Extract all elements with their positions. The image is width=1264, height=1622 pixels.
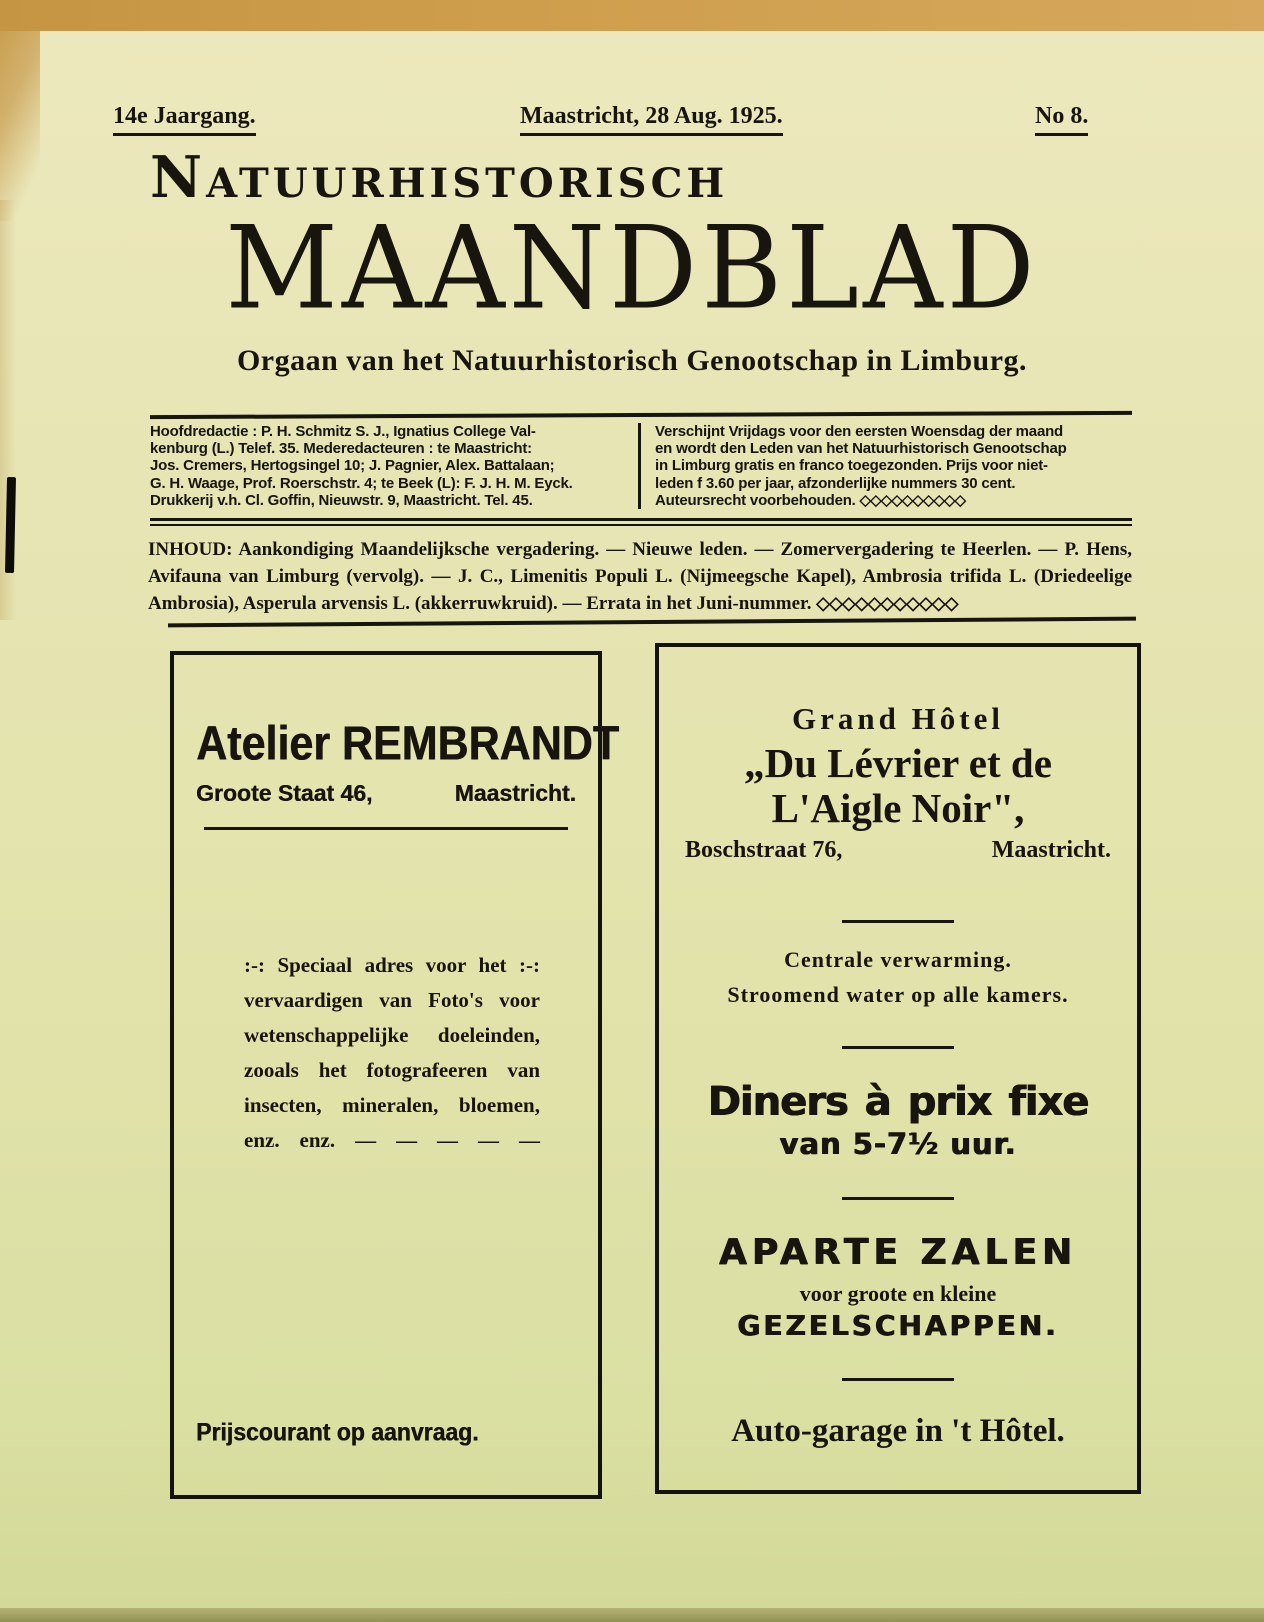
editorial-line: G. H. Waage, Prof. Roerschstr. 4; te Beek (L): F. J. H. M. Eyck. [150, 474, 573, 492]
editorial-line: Verschijnt Vrijdags voor den eersten Woensdag der maand [655, 423, 1064, 440]
hotel-address-city: Maastricht. [991, 837, 1111, 863]
copyright-note: Auteursrecht voorbehouden. [655, 491, 860, 509]
hotel-garage-note: Auto-garage in 't Hôtel. [731, 1413, 1065, 1449]
hotel-feature-heating: Centrale verwarming. [784, 947, 1012, 972]
hotel-feature-water: Stroomend water op alle kamers. [727, 982, 1069, 1007]
ad-divider-rule [842, 1378, 954, 1381]
ad-divider-rule [842, 920, 954, 923]
editorial-right-column [638, 423, 1132, 509]
ad-body-line: :-: Speciaal adres voor het :-: [244, 953, 540, 977]
editorial-line [655, 492, 1132, 509]
ad-address-row [174, 766, 598, 807]
inhoud-text: Aankondiging Maandelijksche vergadering. — Nieuwe leden. — Zomervergadering te Heerlen. — P. Hens, Avifauna van Limburg (vervolg). — J. C., Limenitis Populi L. (Nijmeegsche Kapel), Ambrosia trifida L. (Driedeelige Ambrosia), Asperula arvensis L. (akkerruwkruid). — Errata in het Juni-nummer. [148, 539, 1132, 614]
ad-body-line: zooals het fotografeeren van [244, 1058, 540, 1082]
ad-divider-rule [204, 827, 569, 830]
supertitle-initial: N [150, 144, 207, 211]
ad-body-line: vervaardigen van Foto's voor [244, 988, 540, 1012]
hotel-rooms-heading2: GEZELSCHAPPEN. [737, 1309, 1059, 1342]
ad-body-line: insecten, mineralen, bloemen, [244, 1093, 540, 1117]
editorial-line: Jos. Cremers, Hertogsingel 10; J. Pagnier, Alex. Battalaan; [150, 457, 555, 475]
hotel-rooms-heading: APARTE ZALEN [718, 1232, 1078, 1273]
editorial-line: Hoofdredactie : P. H. Schmitz S. J., Ignatius College Val- [150, 423, 536, 440]
place-date-label: Maastricht, 28 Aug. 1925. [520, 103, 783, 136]
ad-footer-note: Prijscourant op aanvraag. [196, 1417, 479, 1446]
editorial-line: leden f 3.60 per jaar, afzonderlijke nummers 30 cent. [655, 474, 1016, 492]
ad-address-city: Maastricht. [454, 780, 576, 806]
hotel-name-line2: „Du Lévrier et de [744, 740, 1052, 786]
ad-body-text [174, 948, 598, 1158]
ad-atelier-rembrandt [170, 651, 619, 1499]
editorial-line: in Limburg gratis en franco toegezonden. Prijs voor niet- [655, 457, 1048, 475]
hotel-diners-hours: van 5-7½ uur. [779, 1127, 1017, 1161]
hotel-address-street: Boschstraat 76, [685, 837, 843, 863]
scan-edge-shadow [0, 31, 40, 221]
editorial-left-column [150, 423, 638, 509]
editorial-line: kenburg (L.) Telef. 35. Mederedacteuren : te Maastricht: [150, 440, 532, 458]
editorial-line: en wordt den Leden van het Natuurhistorisch Genootschap [655, 440, 1067, 458]
diamond-ornament: ◇◇◇◇◇◇◇◇◇◇ [859, 491, 965, 509]
hotel-name-line3: L'Aigle Noir", [771, 785, 1025, 831]
masthead-subtitle: Orgaan van het Natuurhistorisch Genootschap in Limburg. [236, 344, 1028, 377]
ad-divider-rule [842, 1197, 954, 1200]
diamond-ornament: ◇◇◇◇◇◇◇◇◇◇◇ [816, 593, 958, 613]
double-rule [150, 518, 1132, 526]
editorial-line: Drukkerij v.h. Cl. Goffin, Nieuwstr. 9, Maastricht. Tel. 45. [150, 491, 533, 509]
ad-grand-hotel [655, 643, 1141, 1494]
ad-address-street: Groote Staat 46, [196, 780, 373, 806]
hotel-diners-heading: Diners à prix fixe [707, 1079, 1089, 1125]
hotel-rooms-subtext: voor groote en kleine [799, 1281, 997, 1306]
rule-above-ads [168, 617, 1136, 628]
inhoud-label: INHOUD: [148, 539, 239, 560]
editorial-block [150, 423, 1132, 509]
issue-number-label: No 8. [1035, 103, 1088, 136]
table-of-contents [148, 536, 1132, 617]
ad-divider-rule [842, 1046, 954, 1049]
volume-label: 14e Jaargang. [113, 103, 256, 136]
scan-edge-shadow [0, 1608, 1264, 1622]
rule-above-editorial [150, 411, 1132, 419]
ad-body-line: enz. enz. — — — — — [244, 1128, 540, 1152]
hotel-name-line1: Grand Hôtel [792, 701, 1004, 736]
paper-sheet [0, 31, 1264, 1610]
ad-body-line: wetenschappelijke doeleinden, [244, 1023, 540, 1047]
ad-title: Atelier REMBRANDT [196, 717, 619, 771]
hotel-address-row [659, 831, 1137, 864]
supertitle-rest: ATUURHISTORISCH [206, 160, 729, 207]
masthead-supertitle [150, 144, 729, 211]
masthead-title: MAANDBLAD [225, 201, 1039, 335]
